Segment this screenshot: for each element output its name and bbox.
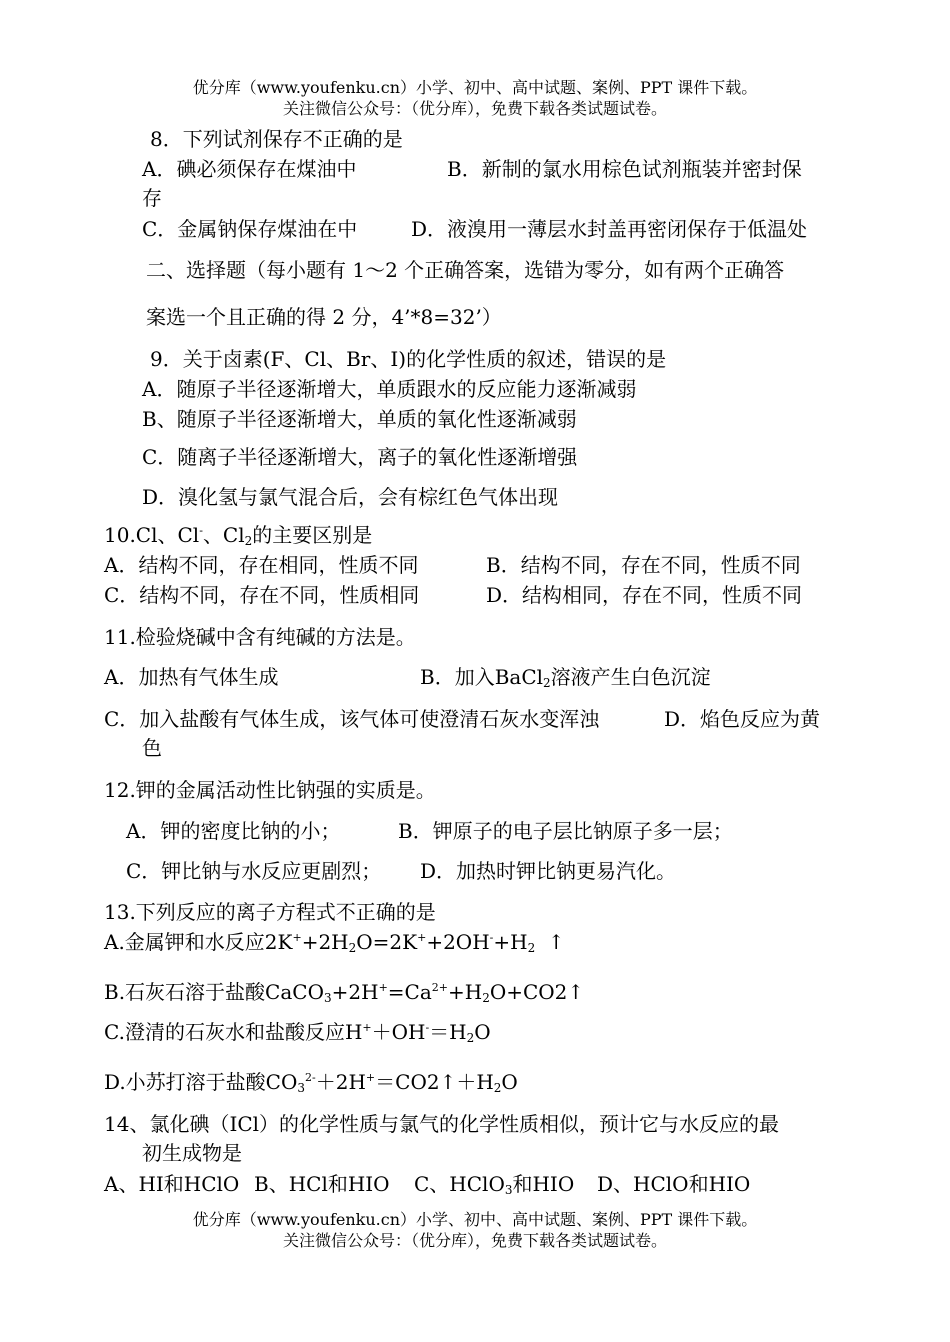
- q12-stem: 12.钾的金属活动性比钠强的实质是。: [104, 778, 436, 802]
- footer-line-2: 关注微信公众号：（优分库），免费下载各类试题试卷。: [282, 1231, 667, 1250]
- q11-option-a: A．加热有气体生成: [104, 665, 279, 689]
- header-line-1: 优分库（www.youfenku.cn）小学、初中、高中试题、案例、PPT 课件下载。: [192, 78, 758, 97]
- q14-option-b: B、HCl和HIO: [254, 1172, 390, 1196]
- q13-stem: 13.下列反应的离子方程式不正确的是: [104, 900, 436, 924]
- q14-stem-line2: 初生成物是: [142, 1141, 242, 1165]
- q8-option-a: A．碘必须保存在煤油中: [142, 157, 357, 181]
- q11-option-b: B．加入BaCl$_2$溶液产生白色沉淀: [420, 665, 711, 690]
- q11-option-d: D．焰色反应为黄: [664, 707, 821, 731]
- q12-option-c: C．钾比钠与水反应更剧烈；: [126, 859, 382, 883]
- q14-option-a: A、HI和HClO: [104, 1172, 240, 1196]
- q14-option-c: C、HClO$_3$和HIO: [414, 1172, 575, 1197]
- q13-option-a: A.金属钾和水反应$2K^++2H_2O=2K^++2OH^-+H_2$ ↑: [104, 930, 565, 955]
- q11-option-d-cont: 色: [142, 736, 162, 760]
- q12-option-a: A．钾的密度比钠的小；: [126, 819, 341, 843]
- q8-stem: 8．下列试剂保存不正确的是: [150, 127, 403, 151]
- q13-option-d: D.小苏打溶于盐酸$CO_3^{2-}+2H^+=CO2↑+H_2O$: [104, 1070, 518, 1095]
- q14-option-d: D、HClO和HIO: [597, 1172, 751, 1196]
- q10-stem: 10.Cl、Cl-、$Cl_2$的主要区别是: [104, 523, 373, 548]
- q10-option-c: C．结构不同，存在不同，性质相同: [104, 583, 420, 607]
- q8-option-d: D．液溴用一薄层水封盖再密闭保存于低温处: [411, 217, 808, 241]
- q9-stem: 9．关于卤素(F、Cl、Br、I)的化学性质的叙述，错误的是: [150, 347, 667, 371]
- q14-stem-line1: 14、氯化碘（ICl）的化学性质与氯气的化学性质相似，预计它与水反应的最: [104, 1112, 780, 1136]
- q13-option-c: C.澄清的石灰水和盐酸反应$H^++OH^-=H_2O$: [104, 1020, 491, 1045]
- q9-option-d: D．溴化氢与氯气混合后，会有棕红色气体出现: [142, 485, 559, 509]
- section2-heading-line1: 二、选择题（每小题有 1～2 个正确答案，选错为零分，如有两个正确答: [146, 258, 785, 282]
- q8-option-b-cont: 存: [142, 186, 162, 210]
- q8-option-b: B．新制的氯水用棕色试剂瓶装并密封保: [447, 157, 802, 181]
- q11-stem: 11.检验烧碱中含有纯碱的方法是。: [104, 625, 416, 649]
- q10-option-a: A．结构不同，存在相同，性质不同: [104, 553, 419, 577]
- q9-option-c: C．随离子半径逐渐增大，离子的氧化性逐渐增强: [142, 445, 578, 469]
- q10-option-b: B．结构不同，存在不同，性质不同: [486, 553, 801, 577]
- q9-option-a: A．随原子半径逐渐增大，单质跟水的反应能力逐渐减弱: [142, 377, 637, 401]
- q13-option-b: B.石灰石溶于盐酸$CaCO_3+2H^+=Ca^{2+}+H_2O+CO2↑$: [104, 980, 585, 1005]
- q8-option-c: C．金属钠保存煤油在中: [142, 217, 358, 241]
- q12-option-d: D．加热时钾比钠更易汽化。: [420, 859, 677, 883]
- q11-option-c: C．加入盐酸有气体生成，该气体可使澄清石灰水变浑浊: [104, 707, 600, 731]
- section2-heading-line2: 案选一个且正确的得 2 分，4’*8=32’）: [146, 305, 502, 329]
- header-line-2: 关注微信公众号：（优分库），免费下载各类试题试卷。: [282, 99, 667, 118]
- q10-option-d: D．结构相同，存在不同，性质不同: [486, 583, 803, 607]
- footer-line-1: 优分库（www.youfenku.cn）小学、初中、高中试题、案例、PPT 课件下载。: [192, 1210, 758, 1229]
- q9-option-b: B、随原子半径逐渐增大，单质的氧化性逐渐减弱: [142, 407, 577, 431]
- q12-option-b: B．钾原子的电子层比钠原子多一层；: [398, 819, 733, 843]
